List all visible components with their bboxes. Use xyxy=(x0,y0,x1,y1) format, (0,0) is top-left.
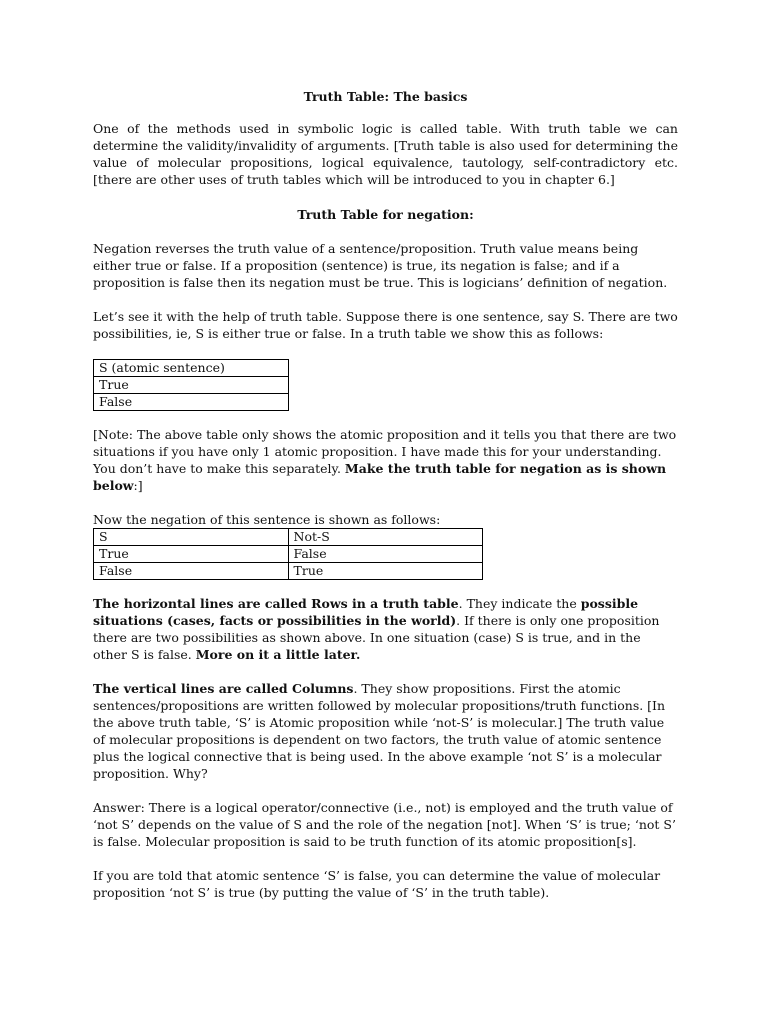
atomic-table-header: S (atomic sentence) xyxy=(94,360,289,377)
negation-table xyxy=(93,528,483,580)
rows-text: . They indicate the xyxy=(458,596,581,611)
negation-table-header: S xyxy=(94,529,289,546)
lets-see-paragraph: Let’s see it with the help of truth table. Suppose there is one sentence, say S. There are two possibilities, ie, S is either true or false. In a truth table we show this as follows: xyxy=(93,309,678,341)
negation-intro: Now the negation of this sentence is shown as follows: xyxy=(93,512,441,527)
rows-paragraph xyxy=(93,595,678,663)
note-text: [Note: The above table only shows the atomic proposition and it tells you that there are two situations if you have only 1 atomic proposition. I have made this for your understanding. You don’t have to make this separately. xyxy=(93,427,677,476)
note-end: :] xyxy=(133,478,143,493)
atomic-table xyxy=(93,359,289,411)
atomic-table-cell: False xyxy=(94,394,289,411)
negation-table-cell: False xyxy=(288,546,483,563)
final-paragraph: If you are told that atomic sentence ‘S’ is false, you can determine the value of molecular proposition ‘not S’ is true (by putting the value of ‘S’ in the truth table). xyxy=(93,868,661,900)
negation-table-cell: True xyxy=(288,563,483,580)
negation-table-header: Not-S xyxy=(288,529,483,546)
rows-bold-2: possible situations (cases, facts or possibilities in the world) xyxy=(93,596,639,628)
document-page xyxy=(93,88,678,918)
answer-paragraph: Answer: There is a logical operator/connective (i.e., not) is employed and the truth value of ‘not S’ depends on the value of S and the role of the negation [not]. When ‘S’ is true; ‘not S’ is false. Molecular proposition is said to be truth function of its atomic proposition[s]. xyxy=(93,800,676,849)
page-title: Truth Table: The basics xyxy=(303,89,468,104)
columns-text: . They show propositions. First the atomic sentences/propositions are written followed by molecular propositions/truth functions. [In the above truth table, ‘S’ is Atomic proposition while ‘not-S’ is molecular.] The truth value of molecular propositions is dependent on two factors, the truth value of atomic sentence plus the logical connective that is being used. In the above example ‘not S’ is a molecular proposition. Why? xyxy=(93,681,666,781)
intro-paragraph: One of the methods used in symbolic logic is called table. With truth table we can determine the validity/invalidity of arguments. [Truth table is also used for determining the value of molecular propositions, logical equivalence, tautology, self-contradictory etc. [there are other uses of truth tables which will be introduced to you in chapter 6.] xyxy=(93,121,678,187)
rows-bold-3: More on it a little later. xyxy=(195,647,361,662)
note-paragraph xyxy=(93,426,678,494)
columns-bold: The vertical lines are called Columns xyxy=(93,681,354,696)
negation-definition: Negation reverses the truth value of a sentence/proposition. Truth value means being either true or false. If a proposition (sentence) is true, its negation is false; and if a proposition is false then its negation must be true. This is logicians’ definition of negation. xyxy=(93,241,668,290)
note-bold: Make the truth table for negation as is shown below xyxy=(93,461,667,493)
atomic-table-cell: True xyxy=(94,377,289,394)
columns-paragraph xyxy=(93,680,678,782)
rows-text-2: . If there is only one proposition there are two possibilities as shown above. In one situation (case) S is true, and in the other S is false. xyxy=(93,613,660,662)
negation-table-cell: True xyxy=(94,546,289,563)
negation-table-cell: False xyxy=(94,563,289,580)
negation-heading: Truth Table for negation: xyxy=(297,207,474,222)
rows-bold: The horizontal lines are called Rows in a truth table xyxy=(93,596,459,611)
